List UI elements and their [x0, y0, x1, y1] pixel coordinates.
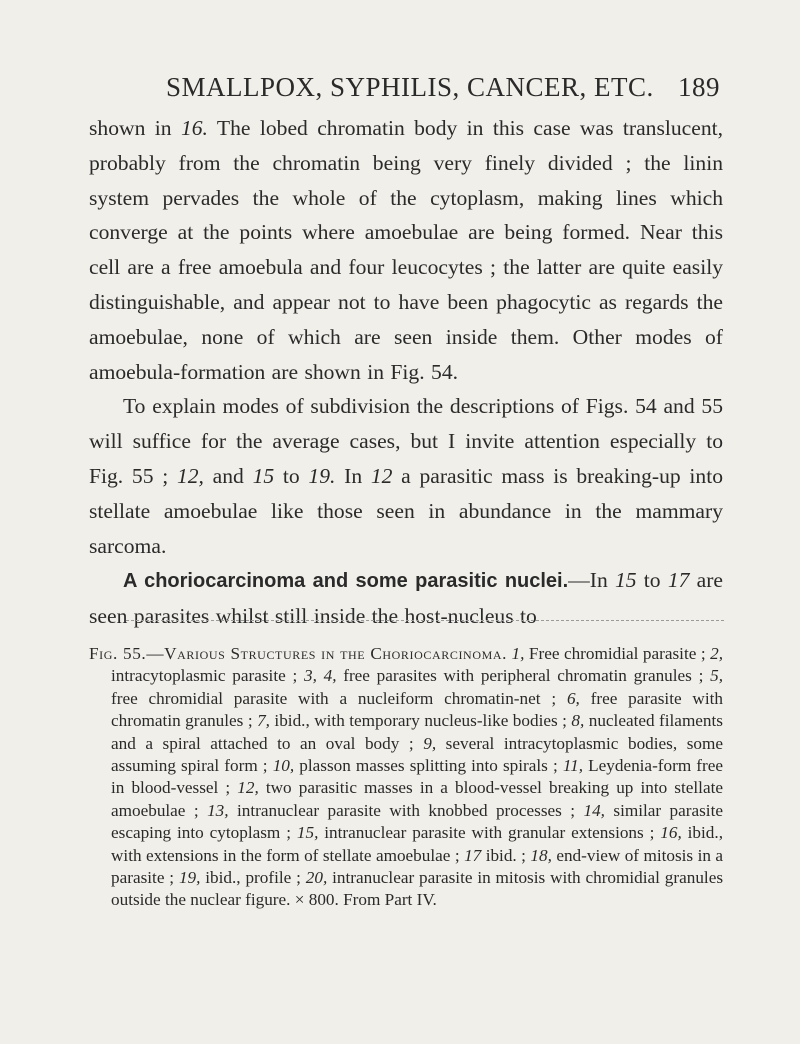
caption-item-number: 9, [423, 733, 437, 753]
figure-caption [89, 643, 723, 912]
text-run: and [203, 463, 253, 488]
caption-item-text: Leydenia-form free in blood-vessel ; [111, 756, 723, 798]
caption-item-number: 2, [710, 644, 724, 663]
paragraph-2 [89, 389, 723, 563]
caption-label: Fig. 55. [89, 644, 147, 663]
caption-item-text: Free chromidial parasite ; [524, 644, 711, 663]
caption-item-number: 19, [178, 868, 201, 888]
caption-item-number: 6, [566, 688, 580, 708]
caption-item-text: intranuclear parasite with knobbed processes ; [228, 800, 584, 820]
body-text [89, 111, 723, 634]
text-run: are seen parasites whilst still inside the host-nucleus to [89, 568, 724, 629]
caption-item-number: 18, [530, 845, 552, 865]
text-run: shown in [89, 116, 181, 140]
caption-item-number: 16, [660, 823, 682, 843]
divider-rule [126, 620, 724, 621]
figure-ref: 15 [614, 568, 637, 593]
caption-item-text: several intracytoplasmic bodies, some assuming spiral form ; [111, 733, 723, 776]
caption-item-number: 12, [237, 778, 259, 798]
text-run: to [274, 463, 309, 488]
figure-ref: 15 [252, 463, 275, 488]
figure-ref: 19. [308, 463, 336, 488]
section-run-in-heading: A choriocarcinoma and some parasitic nuclei. [123, 570, 569, 593]
caption-item-number: 7, [257, 711, 270, 731]
text-run: —In [568, 568, 615, 593]
caption-item-text: ibid., profile ; [200, 868, 306, 888]
caption-item-number: 10, [272, 756, 295, 776]
text-run: The lobed chromatin body in this case was translucent, probably from the chromatin being very finely divided ; the linin system pervades the whole of the cytoplasm, making lines which converge at the points where amoebulae are being formed. Near this cell are a free amoebula and four leucocytes ; the latter are quite easily distinguishable, and appear not to have been phagocytic as regards the amoebulae, none of which are seen inside them. Other modes of amoebula-formation are shown in Fig. 54. [89, 116, 724, 384]
caption-item-text: intracytoplasmic parasite ; [111, 666, 304, 686]
figure-ref: 16. [180, 116, 208, 140]
caption-item-text: similar parasite escaping into cytoplasm ; [111, 800, 723, 843]
caption-paragraph [89, 643, 723, 912]
text-run: a parasitic mass is breaking-up into stellate amoebulae like those seen in abundance in the mammary sarcoma. [89, 463, 723, 558]
caption-item-text: end-view of mitosis in a parasite ; [111, 845, 724, 888]
caption-item-number: 11, [562, 756, 584, 776]
caption-item-text: nucleated filaments and a spiral attached to an oval body ; [111, 711, 723, 753]
caption-item-number: 8, [571, 711, 585, 731]
caption-item-number: 14, [583, 800, 605, 820]
caption-item-number: 13, [207, 800, 229, 820]
text-run: To explain modes of subdivision the descriptions of Figs. 54 and 55 will suffice for the average cases, but I invite attention especially to Fig. 55 ; [89, 394, 723, 488]
caption-item-text: free parasites with peripheral chromatin granules ; [336, 666, 711, 686]
caption-item-number: 20, [305, 868, 328, 888]
figure-ref: 12, [176, 463, 204, 488]
caption-item-text: plasson masses splitting into spirals ; [294, 756, 563, 776]
text-run: to [636, 568, 668, 593]
caption-item-number: 5, [710, 666, 723, 686]
caption-title: —Various Structures in the Choriocarcinoma. [146, 644, 508, 663]
caption-item-text: intranuclear parasite in mitosis with chromidial granules outside the nuclear figure. × 800. From Part IV. [111, 868, 724, 910]
caption-item-text: ibid. ; [481, 845, 531, 865]
caption-item-number: 15, [296, 823, 319, 843]
page-number: 189 [678, 72, 720, 102]
figure-ref: 12 [370, 463, 393, 488]
caption-item-text: two parasitic masses in a blood-vessel breaking up into stellate amoebulae ; [111, 778, 723, 820]
caption-item-number: 17 [464, 845, 482, 865]
figure-ref: 17 [667, 568, 690, 593]
caption-item-text: intranuclear parasite with granular extensions ; [318, 823, 661, 843]
caption-item-number: 3, 4, [303, 666, 337, 686]
paragraph-3 [89, 563, 723, 634]
caption-item-text: ibid., with extensions in the form of stellate amoebulae ; [111, 823, 723, 865]
caption-item-number: 1, [511, 644, 525, 663]
paragraph-1 [89, 111, 723, 389]
running-header [166, 72, 720, 103]
running-title: SMALLPOX, SYPHILIS, CANCER, ETC. [166, 72, 654, 102]
caption-item-text: free chromidial parasite with a nucleiform chromatin-net ; [111, 688, 567, 708]
caption-item-text: ibid., with temporary nucleus-like bodies ; [269, 711, 572, 731]
caption-item-text: free parasite with chromatin granules ; [111, 688, 723, 731]
text-run: In [335, 463, 371, 488]
